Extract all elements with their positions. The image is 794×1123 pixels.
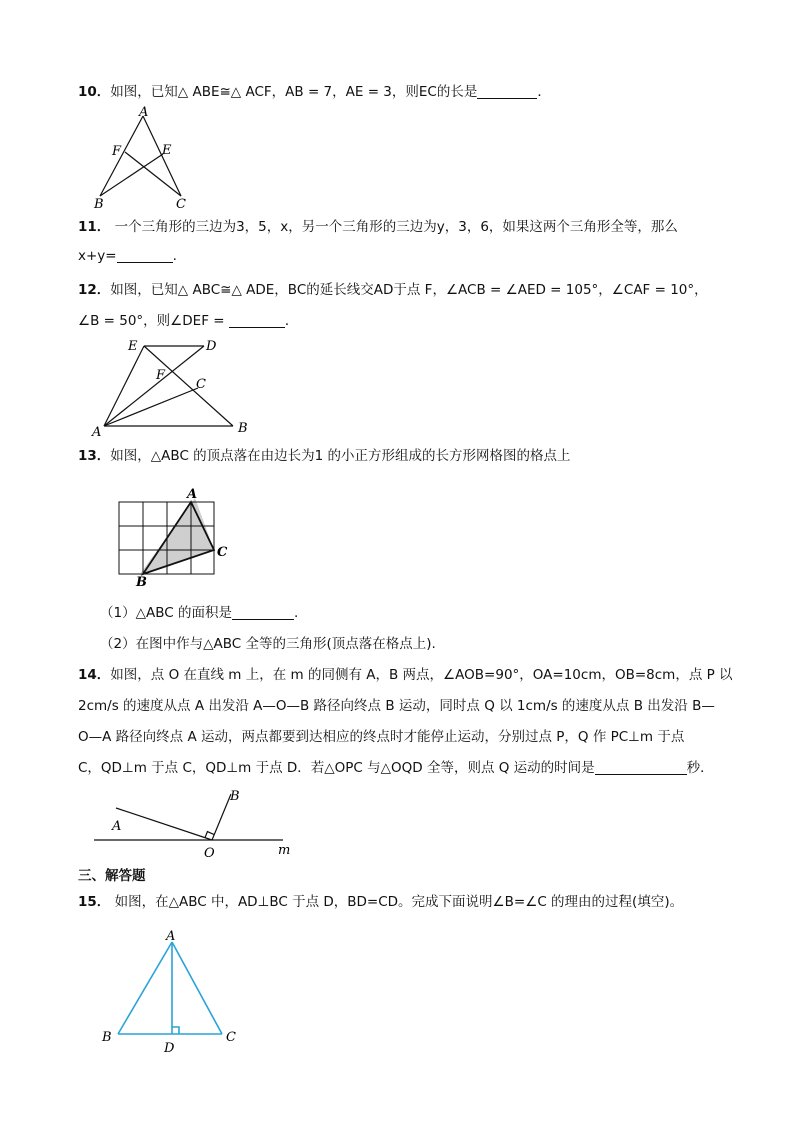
q13-sub2-stem: （2）在图中作与△ABC 全等的三角形(顶点落在格点上). (100, 636, 436, 652)
section-heading: 三、解答题 (78, 868, 146, 884)
q14-label-a: A (112, 819, 122, 834)
q14-line1 (78, 665, 733, 685)
q10-stem: 如图，已知△ ABE≅△ ACF，AB = 7，AE = 3，则EC的长是 (110, 84, 478, 100)
q10-number: 10． (78, 84, 111, 100)
q10-answer-blank[interactable] (477, 84, 537, 99)
q13-sub1 (100, 603, 298, 623)
q13-stem: 如图，△ABC 的顶点落在由边长为1 的小正方形组成的长方形网格图的格点上 (110, 448, 571, 464)
q12-figure (88, 334, 268, 440)
q10-label-b: B (94, 197, 104, 210)
q10-label-a: A (139, 105, 149, 120)
q13-label-b: B (136, 575, 147, 590)
q10-text (78, 82, 551, 102)
q13-answer-blank[interactable] (232, 605, 294, 620)
q12-label-c: C (196, 377, 206, 392)
q12-stem: 如图，已知△ ABC≅△ ADE，BC的延长线交AD于点 F，∠ACB = ∠AED = 105°，∠CAF = 10°， (110, 282, 708, 298)
q14-line3 (78, 727, 684, 747)
q12-label-b: B (238, 421, 248, 436)
q13-text (78, 446, 571, 466)
q15-label-d: D (164, 1041, 175, 1056)
q10-label-e: E (162, 143, 172, 158)
q15-text (78, 892, 683, 912)
q11-xy: x+y= (78, 248, 117, 264)
q14-label-o: O (204, 846, 215, 861)
q14-stem-1: 如图，点 O 在直线 m 上，在 m 的同侧有 A，B 两点，∠AOB=90°，OA=10cm，OB=8cm，点 P 以 (110, 667, 733, 683)
q13-number: 13． (78, 448, 111, 464)
q12-label-a: A (92, 425, 102, 440)
q11-answer-blank[interactable] (117, 248, 173, 263)
q14-label-b: B (230, 789, 240, 804)
q13-label-c: C (217, 545, 228, 560)
q12-stem-2: ∠B = 50°，则∠DEF = (78, 313, 229, 329)
q11-text (78, 217, 678, 237)
q15-label-b: B (102, 1030, 112, 1045)
q13-sub2 (100, 634, 436, 654)
q12-answer-blank[interactable] (229, 313, 285, 328)
q11-text-line2 (78, 246, 177, 266)
q14-line2 (78, 696, 715, 716)
q14-answer-blank[interactable] (595, 760, 687, 775)
q14-label-m: m (278, 843, 291, 858)
q14-figure (88, 784, 303, 862)
q15-number: 15． (78, 894, 111, 910)
q12-label-e: E (128, 339, 138, 354)
q14-stem-3: O—A 路径向终点 A 运动，两点都要到达相应的终点时才能停止运动，分别过点 P，Q 作 PC⊥m 于点 (78, 729, 685, 745)
q15-label-c: C (226, 1030, 236, 1045)
q12-label-f: F (156, 368, 166, 383)
q14-stem-2: 2cm/s 的速度从点 A 出发沿 A—O—B 路径向终点 B 运动，同时点 Q 以 1cm/s 的速度从点 B 出发沿 B— (78, 698, 715, 714)
q14-line4 (78, 758, 714, 778)
q14-seconds: 秒． (686, 760, 714, 776)
q11-number: 11． (78, 219, 111, 235)
q14-number: 14． (78, 667, 111, 683)
q10-figure (88, 104, 198, 210)
q12-number: 12． (78, 282, 111, 298)
q13-sub1-period: . (293, 605, 299, 621)
q11-stem: 一个三角形的三边为3，5，x，另一个三角形的三边为y，3，6，如果这两个三角形全等，那么 (110, 219, 678, 235)
q10-label-c: C (176, 197, 186, 210)
q15-label-a: A (166, 929, 176, 944)
q15-stem: 如图，在△ABC 中，AD⊥BC 于点 D，BD=CD。完成下面说明∠B=∠C 的理由的过程(填空)。 (110, 894, 684, 910)
q12-text-line2 (78, 311, 298, 331)
q13-sub1-stem: （1）△ABC 的面积是 (100, 605, 232, 621)
q10-period: ． (537, 84, 551, 100)
q12-text (78, 280, 708, 300)
q12-period: ． (284, 313, 299, 329)
q10-label-f: F (112, 144, 122, 159)
q11-period: . (172, 248, 177, 264)
q13-grid-figure (112, 486, 237, 592)
q14-stem-4: C，QD⊥m 于点 C，QD⊥m 于点 D．若△OPC 与△OQD 全等，则点 Q 运动的时间是 (78, 760, 595, 776)
q12-label-d: D (206, 339, 217, 354)
q15-figure (96, 922, 246, 1058)
q13-label-a: A (187, 487, 198, 502)
